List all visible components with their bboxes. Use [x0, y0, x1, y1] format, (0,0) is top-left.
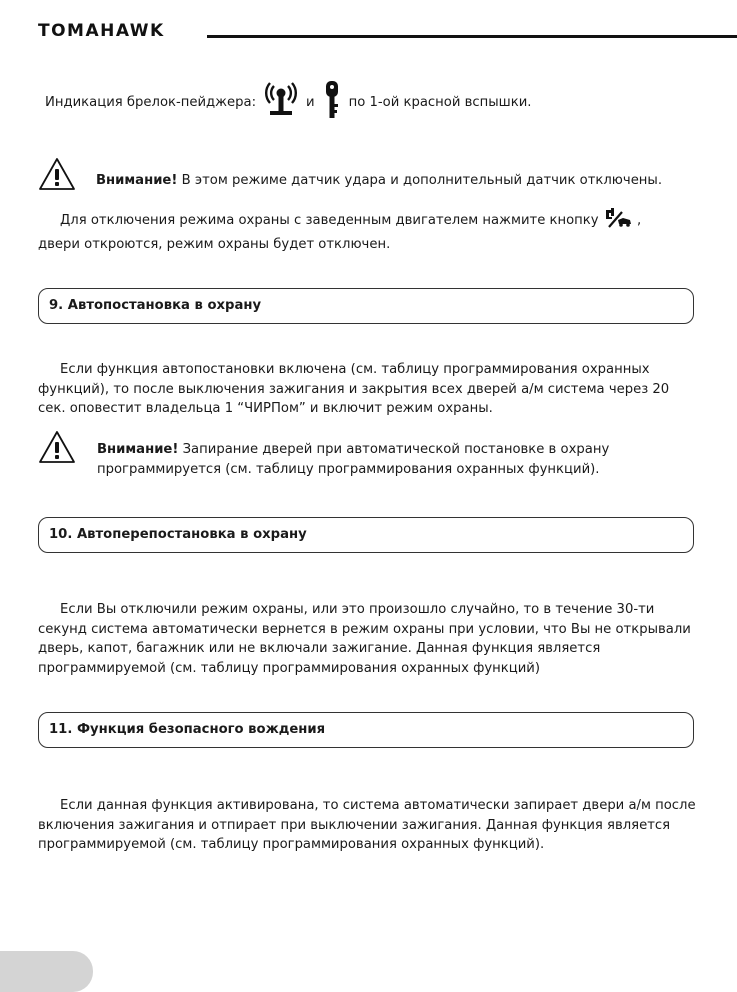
warning-2-text: [97, 440, 697, 479]
warning-icon-2: [38, 430, 76, 468]
disarm-text-part1: Для отключения режима охраны с заведенным двигателем нажмите кнопку: [60, 213, 603, 228]
key-icon: [323, 80, 341, 124]
safe-driving-paragraph: [38, 796, 698, 855]
rearm-text: Если Вы отключили режим охраны, или это произошло случайно, то в течение 30-ти секунд система автоматически вернется в режим охраны при условии, что Вы не открывали дверь, капот, багажник или не включали зажигание. Данная функция является программируемой (см. таблицу программирования охранных функций): [38, 602, 691, 676]
disarm-paragraph: [38, 208, 688, 254]
warning-1-text: [96, 171, 662, 191]
indication-suffix: по 1-ой красной вспышки.: [348, 94, 532, 110]
brand-logo: TOMAHAWK: [38, 21, 165, 41]
antenna-icon: [264, 82, 298, 122]
warning-2-body: Запирание дверей при автоматической постановке в охрану программируется (см. таблицу программирования охранных функций).: [97, 442, 610, 477]
disarm-text-part2: ,: [632, 213, 642, 228]
warning-1-body: В этом режиме датчик удара и дополнительный датчик отключены.: [177, 173, 663, 188]
rearm-paragraph: [38, 600, 698, 678]
unlock-button-icon: [603, 208, 633, 235]
disarm-text-line2: двери откроются, режим охраны будет отключен.: [38, 236, 391, 252]
pager-indication-line: [45, 82, 531, 122]
section-11-title: 11. Функция безопасного вождения: [49, 722, 326, 737]
header-rule: [207, 35, 737, 38]
indication-prefix: Индикация брелок-пейджера:: [45, 94, 257, 110]
safe-driving-text: Если данная функция активирована, то система автоматически запирает двери а/м после включения зажигания и отпирает при выключении зажигания. Данная функция является программируемой (см. таблицу программирования охранных функций).: [38, 798, 696, 852]
section-9-title: 9. Автопостановка в охрану: [49, 298, 262, 313]
warning-icon: [38, 157, 76, 195]
autoarm-text: Если функция автопостановки включена (см. таблицу программирования охранных функций), то после выключения зажигания и закрытия всех дверей а/м система через 20 сек. оповестит владельца 1 “ЧИРПом” и включит режим охраны.: [38, 362, 670, 416]
autoarm-paragraph: [38, 360, 698, 419]
section-11-header: [38, 712, 694, 748]
section-10-title: 10. Автоперепостановка в охрану: [49, 527, 307, 542]
page-number-tab: [0, 951, 93, 992]
section-9-header: [38, 288, 694, 324]
warning-2-label: Внимание!: [97, 442, 179, 457]
warning-1-label: Внимание!: [96, 173, 178, 188]
indication-conjunction: и: [306, 94, 315, 110]
section-10-header: [38, 517, 694, 553]
